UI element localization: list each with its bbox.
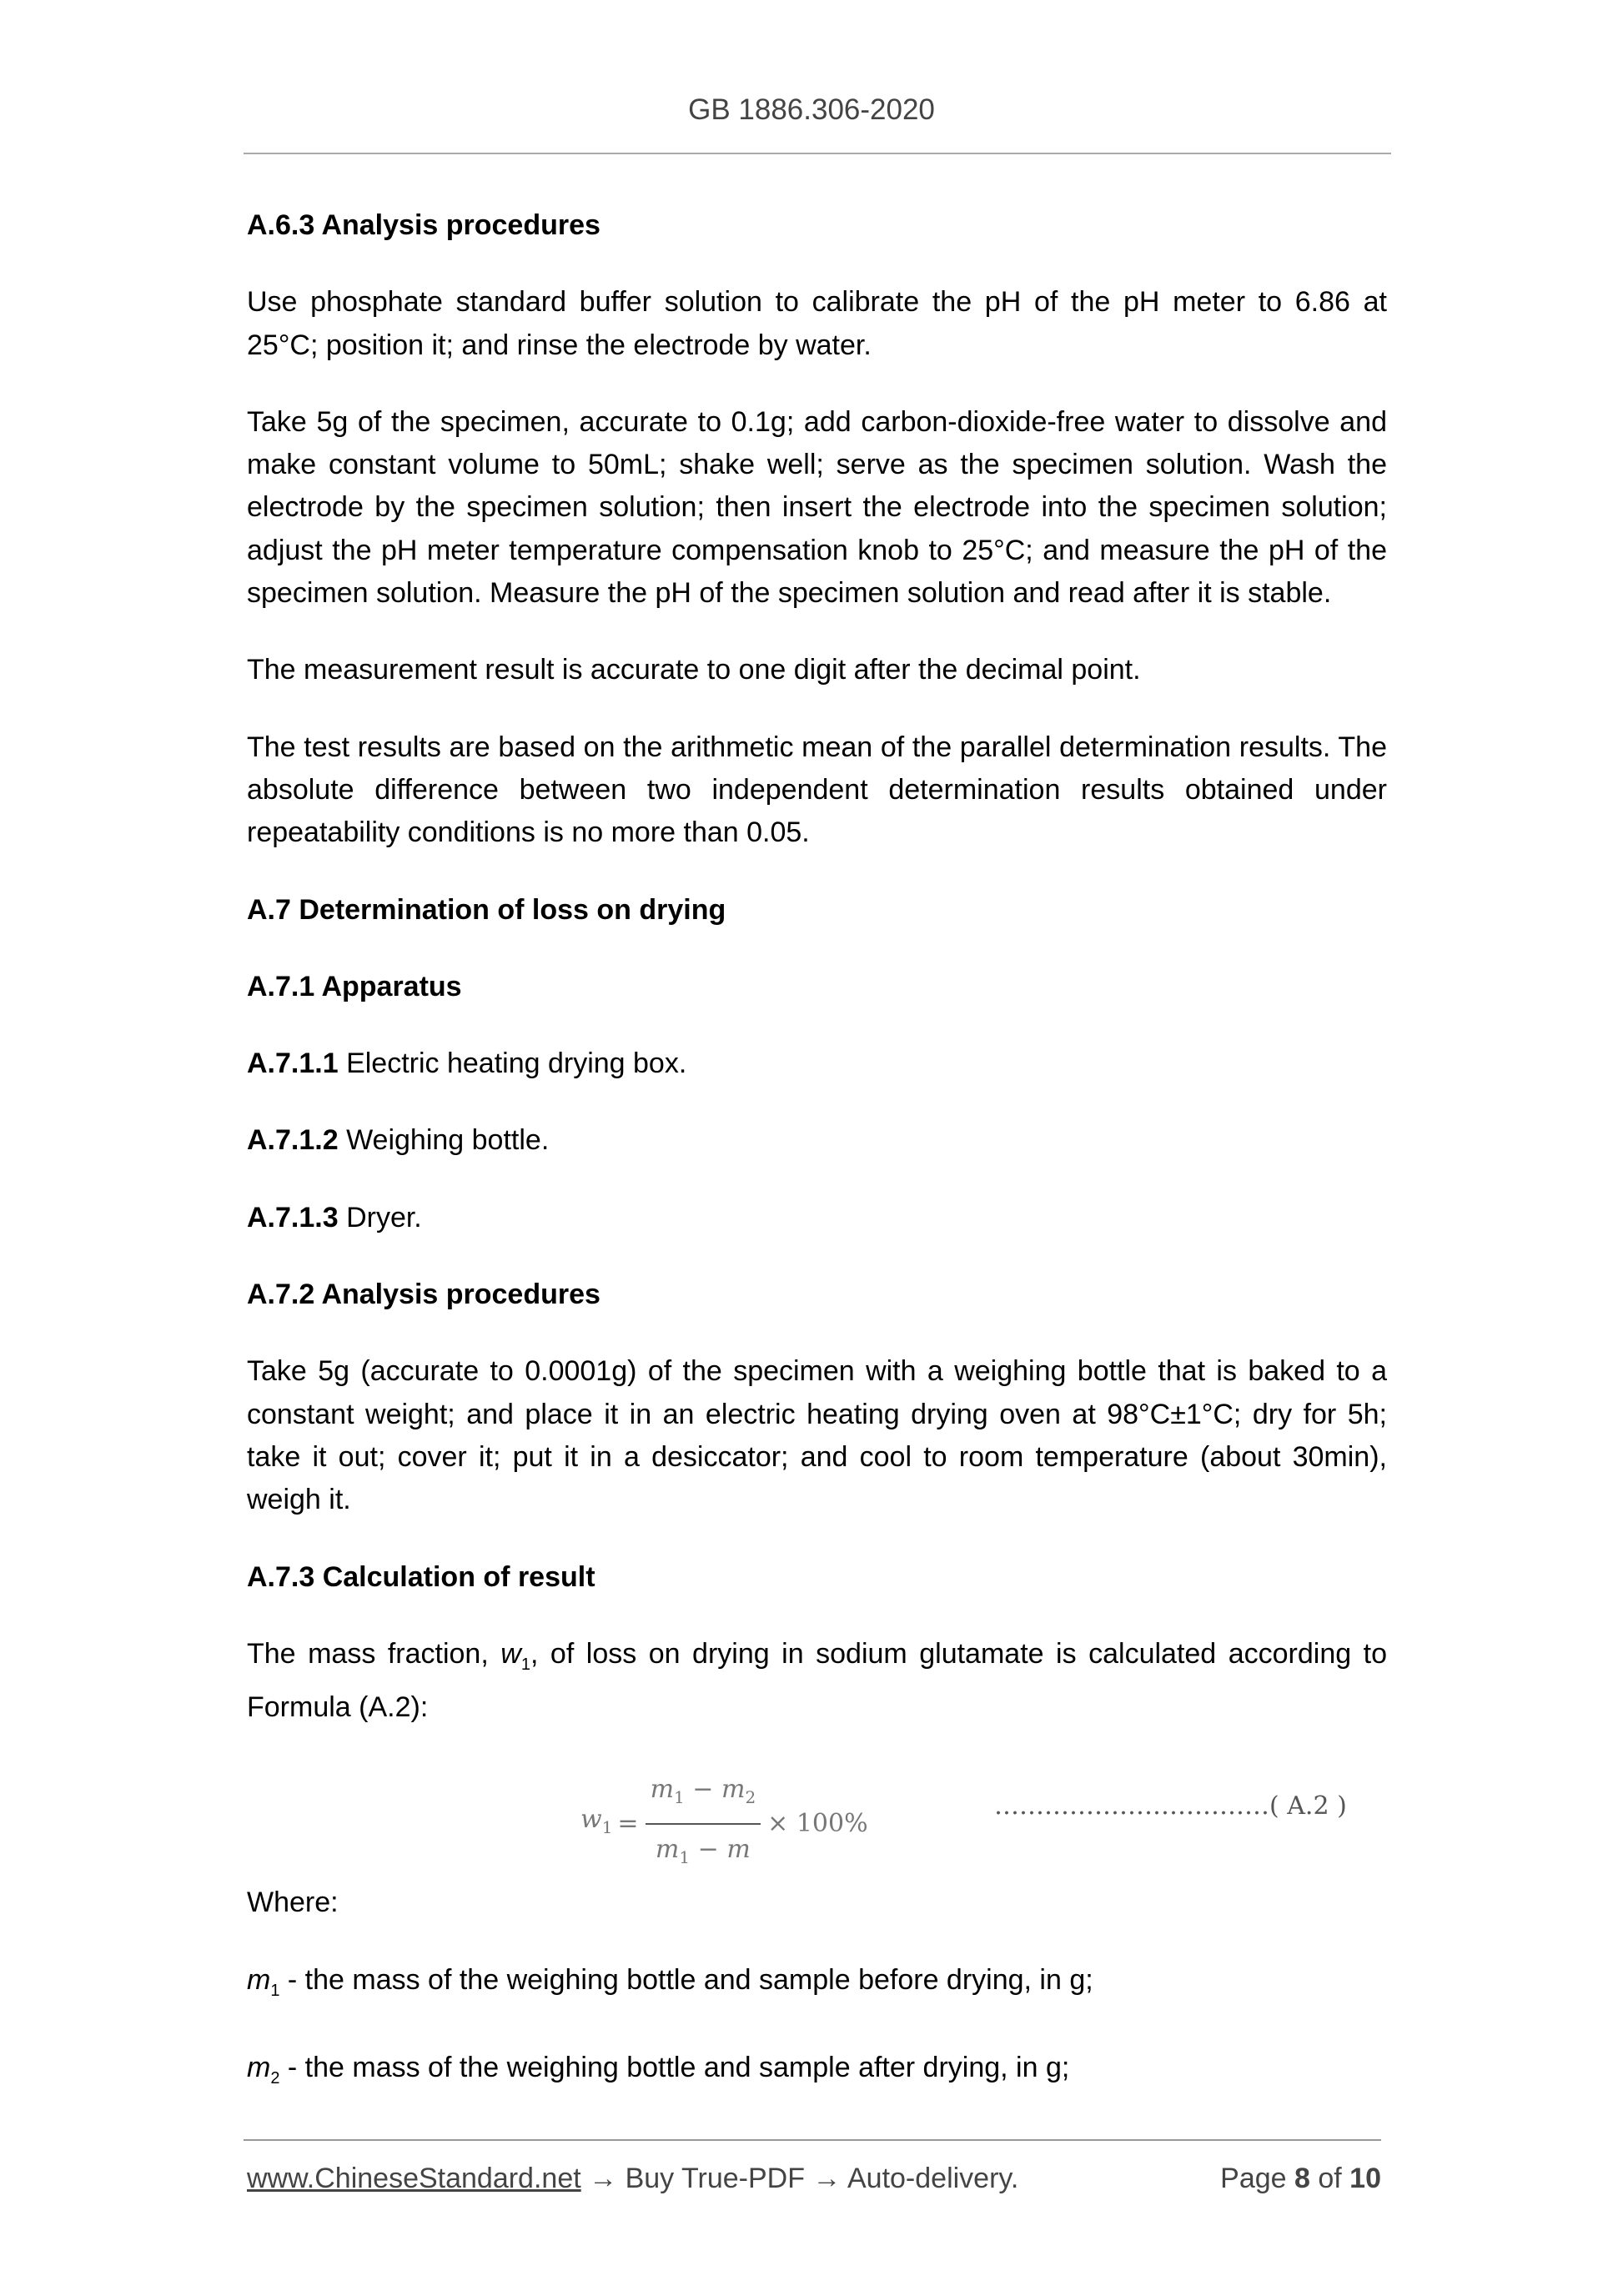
denominator — [656, 1825, 751, 1879]
minus: − — [697, 1834, 719, 1864]
where-label: Where: — [247, 1887, 339, 1919]
section-heading-a71: A.7.1 Apparatus — [247, 970, 462, 1002]
document-header: GB 1886.306-2020 — [688, 93, 935, 126]
variable: m — [247, 2051, 271, 2083]
page-number — [1220, 2163, 1381, 2195]
item-a712 — [247, 1119, 1387, 1162]
paragraph: The measurement result is accurate to one digit after the decimal point. — [247, 654, 1141, 686]
formula-expression — [580, 1768, 868, 1879]
subscript: 1 — [270, 1981, 280, 2000]
var: m — [650, 1775, 675, 1805]
definition-m1 — [247, 1959, 1387, 2012]
item-text: Dryer. — [338, 1201, 422, 1233]
times-100-percent: × 100% — [767, 1808, 868, 1838]
text: , of loss on drying in sodium glutamate is calculated according to Formula (A.2): — [247, 1637, 1387, 1723]
page-content — [247, 204, 1387, 2134]
sub: 2 — [745, 1787, 756, 1808]
text: The mass fraction, — [247, 1637, 501, 1670]
footer-text: → Buy True-PDF → Auto-delivery. — [580, 2163, 1019, 2194]
total-pages: 10 — [1349, 2163, 1381, 2194]
section-heading-a7: A.7 Determination of loss on drying — [247, 893, 726, 926]
var: m — [721, 1775, 746, 1805]
page-label: Page — [1220, 2163, 1294, 2194]
text: - the mass of the weighing bottle and sample before drying, in g; — [279, 1963, 1093, 1996]
item-number: A.7.1.1 — [247, 1048, 339, 1080]
variable: m — [247, 1963, 271, 1996]
section-heading-a72: A.7.2 Analysis procedures — [247, 1279, 600, 1311]
formula-lhs — [580, 1798, 612, 1849]
item-a713 — [247, 1197, 1387, 1239]
subscript: 1 — [520, 1655, 530, 1674]
definition-m2 — [247, 2047, 1387, 2100]
item-number: A.7.1.2 — [247, 1124, 339, 1157]
var: m — [655, 1834, 680, 1864]
sub: 1 — [601, 1816, 613, 1837]
text: - the mass of the weighing bottle and sample after drying, in g; — [279, 2051, 1070, 2083]
paragraph: Take 5g of the specimen, accurate to 0.1g; add carbon-dioxide-free water to dissolve and make constant volume to 50mL; shake well; serve as the specimen solution. Wash the electrode by the specimen solution; then insert the electrode into the specimen solution; adjust the pH meter temperature compensation knob to 25°C; and measure the pH of the specimen solution. Measure the pH of the specimen solution and read after it is stable. — [247, 405, 1387, 610]
section-heading-a63: A.6.3 Analysis procedures — [247, 209, 600, 241]
page-footer — [247, 2163, 1381, 2195]
subscript: 2 — [270, 2068, 280, 2088]
current-page: 8 — [1294, 2163, 1310, 2194]
item-text: Weighing bottle. — [338, 1124, 550, 1157]
sub: 1 — [674, 1787, 685, 1808]
item-number: A.7.1.3 — [247, 1201, 339, 1233]
paragraph: Take 5g (accurate to 0.0001g) of the specimen with a weighing bottle that is baked to a constant weight; and place it in an electric heating drying oven at 98°C±1°C; dry for 5h; take it out; cover it; put it in a desiccator; and cool to room temperature (about 30min), weigh it. — [247, 1355, 1387, 1516]
footer-divider — [244, 2139, 1381, 2141]
var: w — [580, 1804, 602, 1834]
equals: = — [617, 1808, 639, 1838]
website-link[interactable]: www.ChineseStandard.net — [247, 2163, 581, 2194]
section-heading-a73: A.7.3 Calculation of result — [247, 1560, 595, 1593]
var: m — [726, 1834, 751, 1864]
numerator — [646, 1768, 761, 1824]
paragraph: The test results are based on the arithmetic mean of the parallel determination results. The absolute difference between two independent determination results obtained under repeatability conditions is no more than 0.05. — [247, 731, 1387, 849]
minus: − — [692, 1775, 714, 1805]
sub: 1 — [679, 1846, 691, 1867]
formula-label: ……………………………( A.2 ) — [994, 1791, 1347, 1821]
paragraph — [247, 1633, 1387, 1729]
header-divider — [244, 153, 1391, 154]
fraction — [646, 1768, 761, 1879]
of-label: of — [1309, 2163, 1350, 2194]
formula-a2 — [247, 1763, 1387, 1867]
item-text: Electric heating drying box. — [338, 1048, 687, 1080]
paragraph: Use phosphate standard buffer solution to calibrate the pH of the pH meter to 6.86 at 25°C; position it; and rinse the electrode by water. — [247, 286, 1387, 361]
item-a711 — [247, 1042, 1387, 1085]
variable: w — [500, 1637, 521, 1670]
